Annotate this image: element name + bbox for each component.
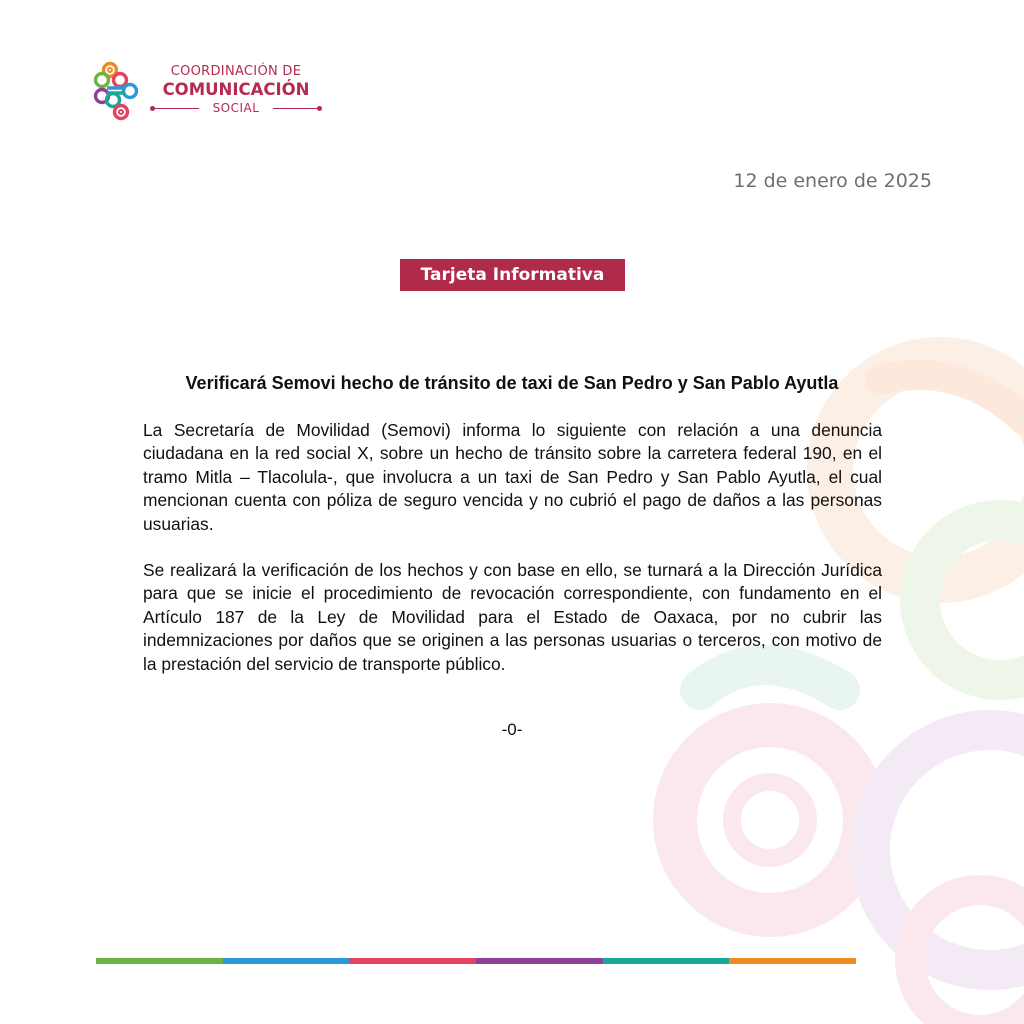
footer-segment-pink: [349, 958, 476, 964]
logo-social-text: SOCIAL: [212, 101, 260, 115]
footer-segment-teal: [603, 958, 730, 964]
coordinacion-logo: [93, 60, 323, 124]
article-paragraph-2: Se realizará la verificación de los hechos y con base en ello, se turnará a la Dirección Jurídica para que se inicie el procedimiento de revocación correspondiente, con fundamento en el Artículo 187 de la Ley de Movilidad para el Estado de Oaxaca, por no cubrir las indemnizaciones por daños que se originen a las personas usuarias o terceros, con motivo de la prestación del servicio de transporte público.: [143, 560, 882, 674]
tarjeta-informativa-badge: Tarjeta Informativa: [400, 259, 625, 291]
article-headline: Verificará Semovi hecho de tránsito de taxi de San Pedro y San Pablo Ayutla: [185, 373, 839, 393]
logo-text: [149, 64, 323, 116]
footer-segment-orange: [729, 958, 856, 964]
logo-mark-icon: [93, 60, 143, 122]
document-date: 12 de enero de 2025: [733, 170, 932, 192]
logo-line-social: [149, 100, 323, 116]
logo-rule-left: [153, 108, 199, 109]
logo-line-comunicacion: COMUNICACIÓN: [162, 80, 310, 99]
article-paragraph-1: La Secretaría de Movilidad (Semovi) informa lo siguiente con relación a una denuncia ciudadana en la red social X, sobre un hecho de tránsito sobre la carretera federal 190, en el tramo Mitla – Tlacolula-, que involucra a un taxi de San Pedro y San Pablo Ayutla, el cual mencionan cuenta con póliza de seguro vencida y no cubrió el pago de daños a las personas usuarias.: [143, 420, 882, 534]
logo-line-coordinacion: COORDINACIÓN DE: [170, 64, 302, 79]
logo-rule-right: [273, 108, 319, 109]
footer-segment-purple: [476, 958, 603, 964]
article-ending-mark: -0-: [501, 720, 523, 739]
footer-color-bar: [96, 958, 856, 964]
footer-segment-blue: [223, 958, 350, 964]
footer-segment-green: [96, 958, 223, 964]
